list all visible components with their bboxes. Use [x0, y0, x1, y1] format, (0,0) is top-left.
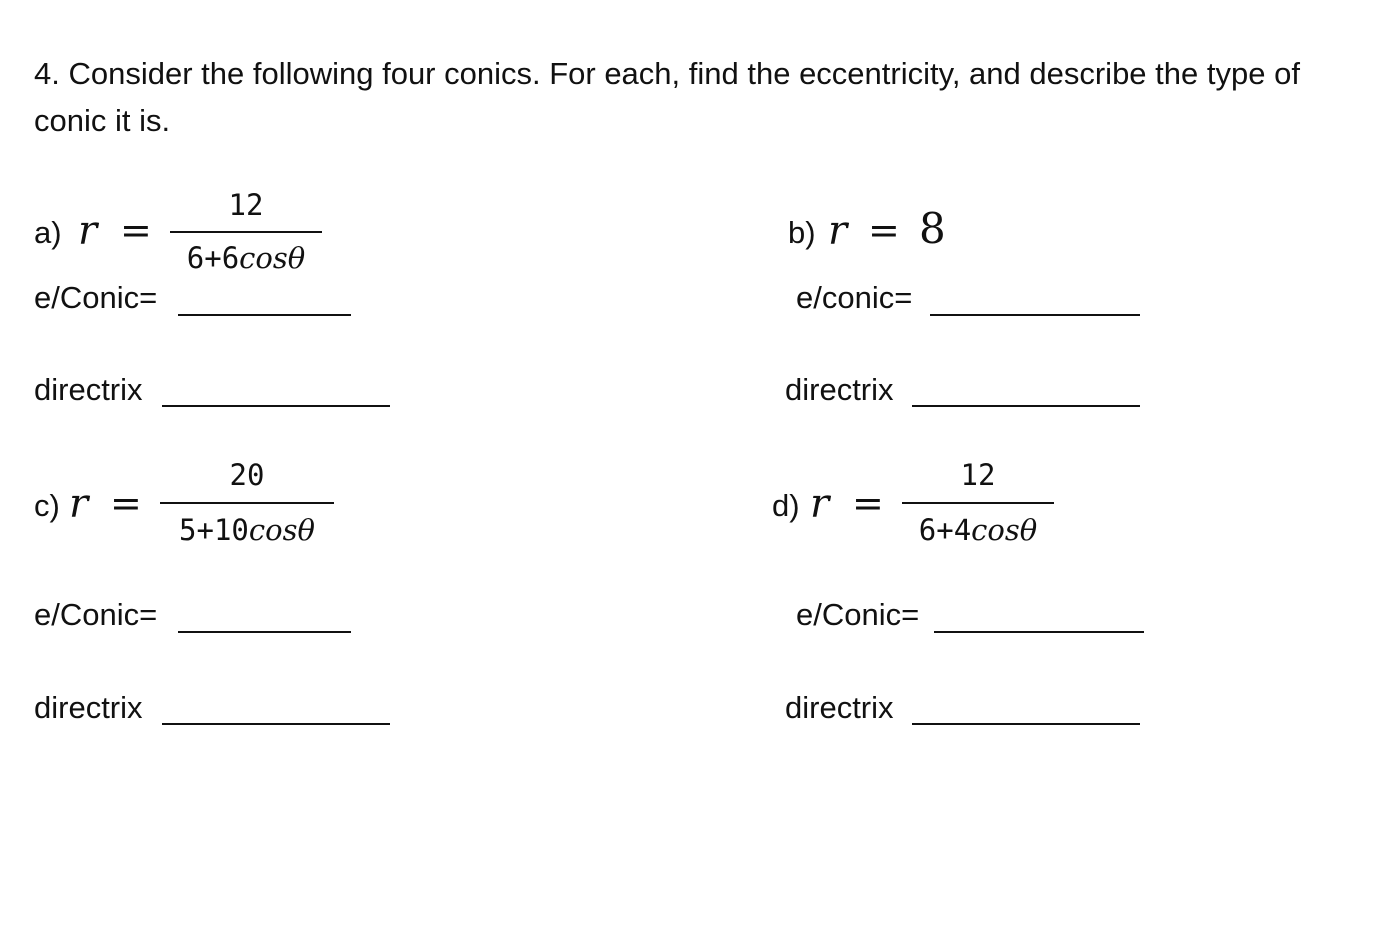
problem-d-directrix-label: directrix: [785, 690, 894, 725]
problem-a-fraction: [170, 188, 322, 283]
problem-a-denominator: [170, 241, 322, 275]
problem-a-numerator: 12: [228, 188, 264, 222]
problem-d-den-func: cosθ: [971, 513, 1038, 547]
problem-b-label: b): [788, 215, 816, 250]
problem-a-directrix-label: directrix: [34, 372, 143, 407]
problem-b-econic-blank[interactable]: [930, 314, 1140, 316]
problem-b-directrix-blank[interactable]: [912, 405, 1140, 407]
problem-c-fraction-bar: [160, 502, 334, 504]
problem-d-den-const: 6+4: [918, 513, 972, 547]
problem-a-den-func: cosθ: [239, 241, 306, 275]
problem-d-econic-label: e/Conic=: [796, 597, 920, 632]
problem-a-den-const: 6+6: [186, 241, 240, 275]
problem-c-equals: =: [110, 481, 142, 525]
problem-c-econic-blank[interactable]: [178, 631, 351, 633]
problem-d-denominator: [902, 513, 1054, 547]
problem-c-econic-label: e/Conic=: [34, 597, 158, 632]
problem-c-directrix-blank[interactable]: [162, 723, 390, 725]
problem-a-econic-blank[interactable]: [178, 314, 351, 316]
problem-b-value: 8: [919, 204, 946, 253]
problem-c-variable: r: [69, 481, 89, 527]
problem-d-econic-blank[interactable]: [934, 631, 1144, 633]
problem-d-directrix-blank[interactable]: [912, 723, 1140, 725]
problem-c-den-func: cosθ: [248, 513, 315, 547]
problem-b-equals: =: [868, 208, 900, 252]
problem-a-econic-label: e/Conic=: [34, 280, 158, 315]
problem-d-fraction-bar: [902, 502, 1054, 504]
problem-c-numerator: 20: [229, 458, 265, 492]
problem-b-directrix-label: directrix: [785, 372, 894, 407]
problem-a-variable: r: [78, 208, 98, 254]
problem-c-denominator: [160, 513, 334, 547]
problem-d-equals: =: [852, 481, 884, 525]
problem-b-econic-label: e/conic=: [796, 280, 913, 315]
problem-d-variable: r: [810, 481, 830, 527]
problem-a-label: a): [34, 215, 62, 250]
problem-c-den-const: 5+10: [179, 513, 249, 547]
question-text: 4. Consider the following four conics. For each, find the eccentricity, and describe the type of conic it is.: [34, 56, 1300, 138]
problem-b-variable: r: [828, 208, 848, 254]
problem-a-fraction-bar: [170, 231, 322, 233]
problem-d-numerator: 12: [960, 458, 996, 492]
problem-d-fraction: [902, 458, 1054, 553]
problem-a-equals: =: [120, 208, 152, 252]
problem-c-directrix-label: directrix: [34, 690, 143, 725]
problem-d-label: d): [772, 488, 800, 523]
problem-c-label: c): [34, 488, 60, 523]
problem-a-directrix-blank[interactable]: [162, 405, 390, 407]
problem-c-fraction: [160, 458, 334, 553]
